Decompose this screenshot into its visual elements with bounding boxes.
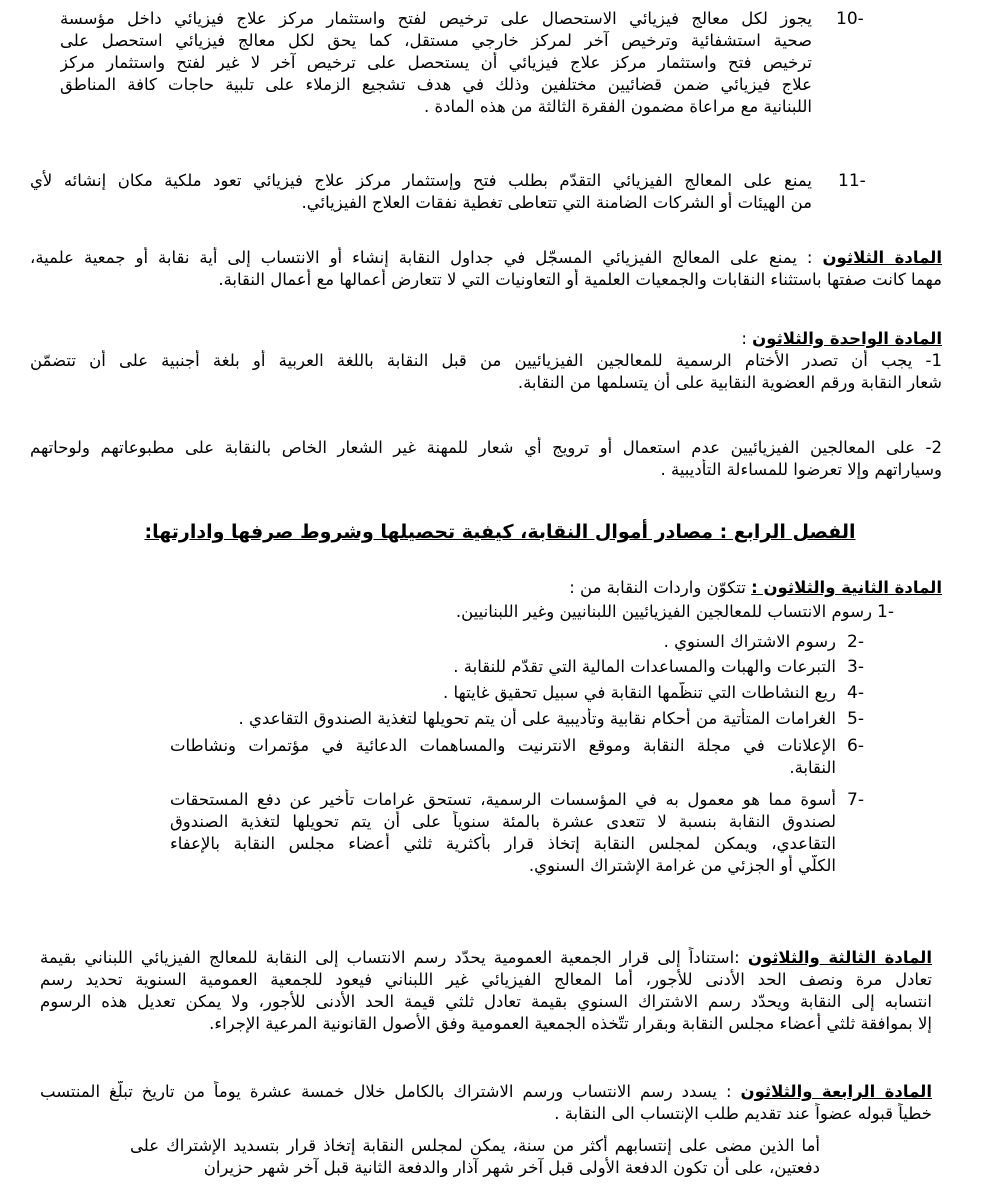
item-number: 1-: [877, 602, 894, 622]
revenue-item-1: [396, 601, 894, 623]
article-line: إلا بموافقة ثلثي أعضاء مجلس النقابة وبقرار تتّخذه الجمعية العمومية وفق الأصول القانونية المرعية الإجراء.: [209, 1014, 932, 1033]
article-title: المادة الثانية والثلاثون :: [751, 578, 942, 597]
article-line: شعار النقابة ورقم العضوية النقابية على أن يتسلمها من النقابة.: [517, 373, 942, 392]
revenue-item-2: [396, 631, 864, 653]
item-line: من الهيئات أو الشركات الضامنة التي تتعاطى تغطية نفقات العلاج الفيزيائي.: [301, 193, 812, 212]
article-31-p2: [30, 437, 942, 481]
item-line: صحية استشفائية وترخيص آخر لمركز خارجي مستقل، كما يحق لكل معالج فيزيائي استحصل على: [60, 31, 812, 50]
item-number: 3-: [847, 657, 864, 677]
article-text: :: [741, 329, 753, 348]
item-line: رسوم الانتساب للمعالجين الفيزيائيين اللبنانيين وغير اللبنانيين.: [455, 602, 872, 621]
item-line: ريع النشاطات التي تنظّمها النقابة في سبيل تحقيق غايتها .: [443, 683, 836, 702]
item-number: 2-: [847, 632, 864, 652]
item-10-body: [60, 30, 812, 118]
revenue-item-3: [396, 656, 864, 678]
article-line: أما الذين مضى على إنتسابهم أكثر من سنة، يمكن لمجلس النقابة إتخاذ قرار بتسديد الإشتراك على: [130, 1136, 820, 1155]
item-line: ترخيص فتح واستثمار مركز علاج فيزيائي أن يستحصل على ترخيص آخر لا غير لفتح واستثمار مركز: [60, 53, 812, 72]
revenue-item-6: [170, 735, 864, 779]
article-line: انتسابه إلى النقابة ويحدّد رسم الاشتراك السنوي بقيمة تعادل ثلثي قيمة الحد الأدنى للأجور، ولا يمكن تعديل هذه الرسوم: [40, 992, 932, 1011]
article-34-p2: [130, 1135, 820, 1179]
article-line: دفعتين، على أن تكون الدفعة الأولى قبل آخر شهر آذار والدفعة الثانية قبل آخر شهر حزيران: [203, 1158, 820, 1177]
item-line: لصندوق النقابة بنسبة لا تتعدى عشرة بالمئة سنوياً على أن يتم تحويلها لتغذية الصندوق: [170, 812, 836, 831]
article-title: المادة الواحدة والثلاثون: [752, 329, 942, 348]
item-line: رسوم الاشتراك السنوي .: [663, 632, 836, 651]
item-line: يمنع على المعالج الفيزيائي التقدّم بطلب فتح وإستثمار مركز علاج فيزيائي تعود ملكية مكان إنشائه لأي: [30, 171, 812, 190]
article-text: : يسدد رسم الانتساب ورسم الاشتراك بالكامل خلال خمسة عشرة يوماً من تاريخ تبلّغ المنتسب: [40, 1082, 741, 1101]
article-line: 2- على المعالجين الفيزيائيين عدم استعمال أو ترويج أي شعار للمهنة غير الشعار الخاص بالنقابة على مطبوعاتهم ولوحاتهم: [30, 438, 942, 457]
article-33: [40, 947, 932, 1035]
item-number: 6-: [847, 736, 864, 756]
article-line: خطياً قبوله عضواً عند تقديم طلب الإنتساب الى النقابة .: [554, 1104, 932, 1123]
article-31: [30, 328, 942, 394]
item-line: الإعلانات في مجلة النقابة وموقع الانترنيت والمساهمات الدعائية في مؤتمرات ونشاطات: [170, 736, 836, 755]
item-number: 4-: [847, 683, 864, 703]
item-line-first: يجوز لكل معالج فيزيائي الاستحصال على ترخيص لفتح واستثمار مركز علاج فيزيائي داخل مؤسسة: [60, 9, 812, 28]
article-title: المادة الثلاثون: [822, 248, 942, 267]
revenue-item-7: [170, 789, 864, 877]
article-text: : يمنع على المعالج الفيزيائي المسجّل في جداول النقابة إنشاء أو الانتساب إلى أية نقابة أو جمعية علمية،: [30, 248, 823, 267]
article-heading: [30, 328, 942, 350]
item-number: 11-: [838, 171, 866, 191]
item-number: 10-: [836, 9, 864, 29]
article-title: المادة الثالثة والثلاثون: [747, 948, 932, 967]
item-10-first: [60, 8, 812, 30]
item-line: اللبنانية مع مراعاة مضمون الفقرة الثالثة من هذه المادة .: [423, 97, 812, 116]
item-line: علاج فيزيائي ضمن قضائيين مختلفين وذلك في هدف تشجيع الزملاء على تلبية حاجات كافة المناطق: [60, 75, 812, 94]
article-32: [30, 577, 942, 599]
article-34: [40, 1081, 932, 1125]
article-line: [30, 247, 942, 269]
article-heading: [30, 577, 942, 599]
item-line: التبرعات والهبات والمساعدات المالية التي تقدّم للنقابة .: [453, 657, 836, 676]
article-30: [30, 247, 942, 291]
article-line: 1- يجب أن تصدر الأختام الرسمية للمعالجين الفيزيائيين من قبل النقابة باللغة العربية أو بلغة أجنبية على أن تتضمّن: [30, 351, 942, 370]
item-number: 7-: [847, 790, 864, 810]
item-line: التقاعدي، ويمكن لمجلس النقابة إتخاذ قرار بأكثرية ثلثي أعضاء مجلس النقابة بالإعفاء: [170, 834, 836, 853]
item-line: أسوة مما هو معمول به في المؤسسات الرسمية، تستحق غرامات تأخير عن دفع المستحقات: [170, 790, 836, 809]
article-text: تتكوّن واردات النقابة من :: [569, 578, 752, 597]
article-line: وسياراتهم وإلا تعرضوا للمساءلة التأديبية .: [660, 460, 942, 479]
article-line: مهما كانت صفتها باستثناء النقابات والجمعيات العلمية أو التعاونيات التي لا تتعارض أعمالها مع أعمال النقابة.: [218, 270, 942, 289]
article-line: تعادل مرة ونصف الحد الأدنى للأجور، أما المعالج الفيزيائي غير اللبناني فيعود للجمعية العمومية السنوية تحديد رسم: [40, 970, 932, 989]
chapter-heading: الفصل الرابع : مصادر أموال النقابة، كيفية تحصيلها وشروط صرفها وادارتها:: [144, 521, 856, 543]
item-line: النقابة.: [789, 758, 836, 777]
article-line: [40, 947, 932, 969]
revenue-item-4: [396, 682, 864, 704]
item-line: الكلّي أو الجزئي من غرامة الإشتراك السنوي.: [528, 856, 836, 875]
article-line: [40, 1081, 932, 1103]
item-line: الغرامات المتأتية من أحكام نقابية وتأديبية على أن يتم تحويلها لتغذية الصندوق التقاعدي .: [238, 709, 836, 728]
article-title: المادة الرابعة والثلاثون: [740, 1082, 932, 1101]
list-item-11: [30, 170, 812, 214]
revenue-item-5: [170, 708, 864, 730]
article-text: :استناداً إلى قرار الجمعية العمومية يحدّد رسم الانتساب إلى النقابة للمعالج الفيزيائي اللبناني بقيمة: [40, 948, 748, 967]
item-number: 5-: [847, 709, 864, 729]
